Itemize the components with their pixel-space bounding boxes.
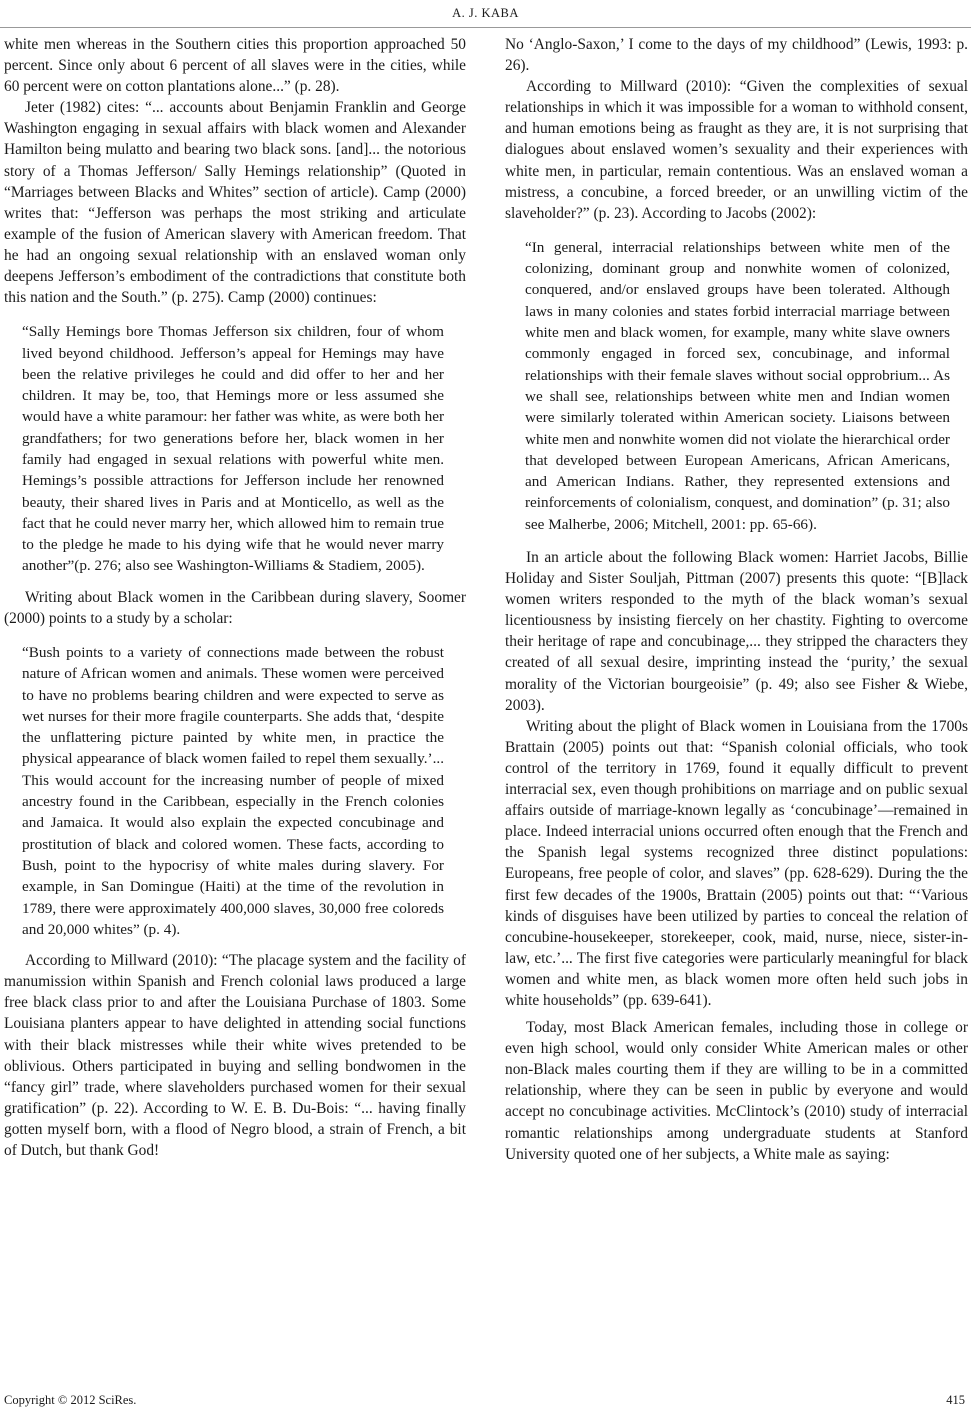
paragraph: Writing about the plight of Black women in Louisiana from the 1700s Brattain (2005) points out that: “Spanish colonial officials, who took control of the territory in 1769, found it equally difficult to prevent interracial sex, even though prohibitions on marriage and on public sexual affairs outside of marriage-known legally as ‘concubinage’—remained in place. Indeed interracial unions occurred often enough that the French and the Spanish legal systems recognized three distinct populations: Europeans, free people of color, and slaves” (pp. 628-629). During the the first few decades of the 1900s, Brattain (2005) points out that: “‘Various kinds of disguises have been utilized by parties to conceal the relation of concubine-housekeeper, storekeeper, cook, maid, nurse, niece, sister-in-law, etc.’... The first five categories were particularly meaningful for black women and white men, as black women more often held such jobs in white households” (pp. 639-641). bbox=[505, 717, 968, 1009]
paragraph: Today, most Black American females, including those in college or even high school, would only consider White American males or other non-Black males courting them if they are willing to be in a committed relationship, where they can be seen in public by everyone and would accept no concubinage activities. McClintock’s (2010) study of interracial romantic relationships among undergraduate students at Stanford University quoted one of her subjects, a White male as saying: bbox=[505, 1019, 968, 1163]
paragraph: white men whereas in the Southern cities this proportion approached 50 percent. Since only about 6 percent of all slaves were in the cities, while 60 percent were on cotton plantations alone...” (p. 28). bbox=[4, 36, 466, 96]
paragraph: Writing about Black women in the Caribbean during slavery, Soomer (2000) points to a study by a scholar: bbox=[4, 588, 466, 627]
page-number: 415 bbox=[946, 1393, 965, 1407]
paragraph: No ‘Anglo-Saxon,’ I come to the days of my childhood” (Lewis, 1993: p. 26). bbox=[505, 36, 968, 75]
paragraph: According to Millward (2010): “The placage system and the facility of manumission within Spanish and French colonial laws produced a large free black class prior to and after the Louisiana Purchase of 1803. Some Louisiana planters appear to have delighted in attending social functions with their black mistresses while their white wives pretended to be oblivious. Others participated in buying and selling bondwomen in the “fancy girl” trade, where slaveholders purchased women for their sexual gratification” (p. 22). According to W. E. B. Du-Bois: “... having finally gotten myself born, with a flood of Negro blood, a strain of French, a bit of Dutch, but thank God! bbox=[4, 952, 466, 1159]
running-header: A. J. KABA bbox=[452, 6, 519, 20]
paragraph: Jeter (1982) cites: “... accounts about Benjamin Franklin and George Washington engaging in sexual affairs with black women and Alexander Hamilton being mulatto and bearing two black sons. [and]... the notorious story of a Thomas Jefferson/ Sally Hemings relationship” (Quoted in “Marriages between Blacks and Whites” section of article). Camp (2000) writes that: “Jefferson was perhaps the most striking and articulate example of the fusion of American slavery with American freedom. That he had an ongoing sexual relationship with an enslaved woman only deepens Jefferson’s embodiment of the contradictions that constitute both this nation and the South.” (p. 275). Camp (2000) continues: bbox=[4, 99, 466, 307]
left-column bbox=[4, 34, 466, 1161]
block-quote: “Bush points to a variety of connections made between the robust nature of African women and animals. These women were perceived to have no problems bearing children and were expected to serve as wet nurses for their more fragile counterparts. She adds that, ‘despite the unflattering picture painted by white men, in practice the physical appearance of black women failed to repel them sexually.’... This would account for the increasing number of people of mixed ancestry found in the Caribbean, especially in the French colonies and Jamaica. It would also explain the expected concubinage and prostitution of black and colored women. These facts, according to Bush, point to the hypocrisy of white males during slavery. For example, in San Domingue (Haiti) at the time of the revolution in 1789, there were approximately 400,000 slaves, 30,000 free coloreds and 20,000 whites” (p. 4). bbox=[22, 643, 444, 938]
block-quote: “Sally Hemings bore Thomas Jefferson six children, four of whom lived beyond childhood. Jefferson’s appeal for Hemings may have been the relative privileges he could and did offer to her and her children. It may be, too, that Hemings more or less assumed she would have a white paramour: her father was white, as were both her grandfathers; for two generations before her, black women in her family had engaged in sexual relations with powerful white men. Hemings’s possible attractions for Jefferson include her renowned beauty, their shared lives in Paris and at Monticello, as well as the fact that he could never marry her, which allowed him to remain true to the pledge he made to his dying wife that he would never marry another”(p. 276; also see Washington-Williams & Stadiem, 2005). bbox=[22, 323, 444, 575]
footer-copyright: Copyright © 2012 SciRes. bbox=[4, 1393, 137, 1407]
paragraph: According to Millward (2010): “Given the complexities of sexual relationships in which it was impossible for a woman to withhold consent, and human emotions being as fraught as they are, it is not surprising that dialogues about enslaved women’s sexuality and their experiences with white men, in particular, remain contentious. Was an enslaved woman a mistress, a concubine, a forced breeder, or an unwilling victim of the slaveholder?” (p. 23). According to Jacobs (2002): bbox=[505, 78, 968, 222]
block-quote: “In general, interracial relationships between white men of the colonizing, dominant group and nonwhite women of colonized, conquered, and/or enslaved groups have been tolerated. Although laws in many colonies and states forbid interracial marriage between white men and black women, for example, many white slave owners commonly engaged in forced sex, concubinage, and informal relationships with their female slaves without social opprobrium... As we shall see, relationships between white men and Indian women were similarly tolerated within American society. Liaisons between white men and nonwhite women did not violate the hierarchical order that developed between European Americans, African Americans, and American Indians. Rather, they represented extensions and reinforcements of colonialism, conquest, and domination” (p. 31; also see Malherbe, 2006; Mitchell, 2001: pp. 65-66). bbox=[525, 238, 950, 533]
header-divider bbox=[0, 27, 971, 28]
paragraph: In an article about the following Black women: Harriet Jacobs, Billie Holiday and Sister Souljah, Pittman (2007) presents this quote: “[B]lack women writers responded to the myth of the black woman’s sexual licentiousness by insisting fiercely on her chastity. Fighting to overcome their heritage of rape and concubinage,... they stripped the characters they created of all sexual desire, imprinting instead the ‘purity,’ the sexual morality of the Victorian bourgeoisie” (p. 49; also see Fisher & Wiebe, 2003). bbox=[505, 549, 968, 714]
right-column bbox=[505, 34, 968, 1165]
